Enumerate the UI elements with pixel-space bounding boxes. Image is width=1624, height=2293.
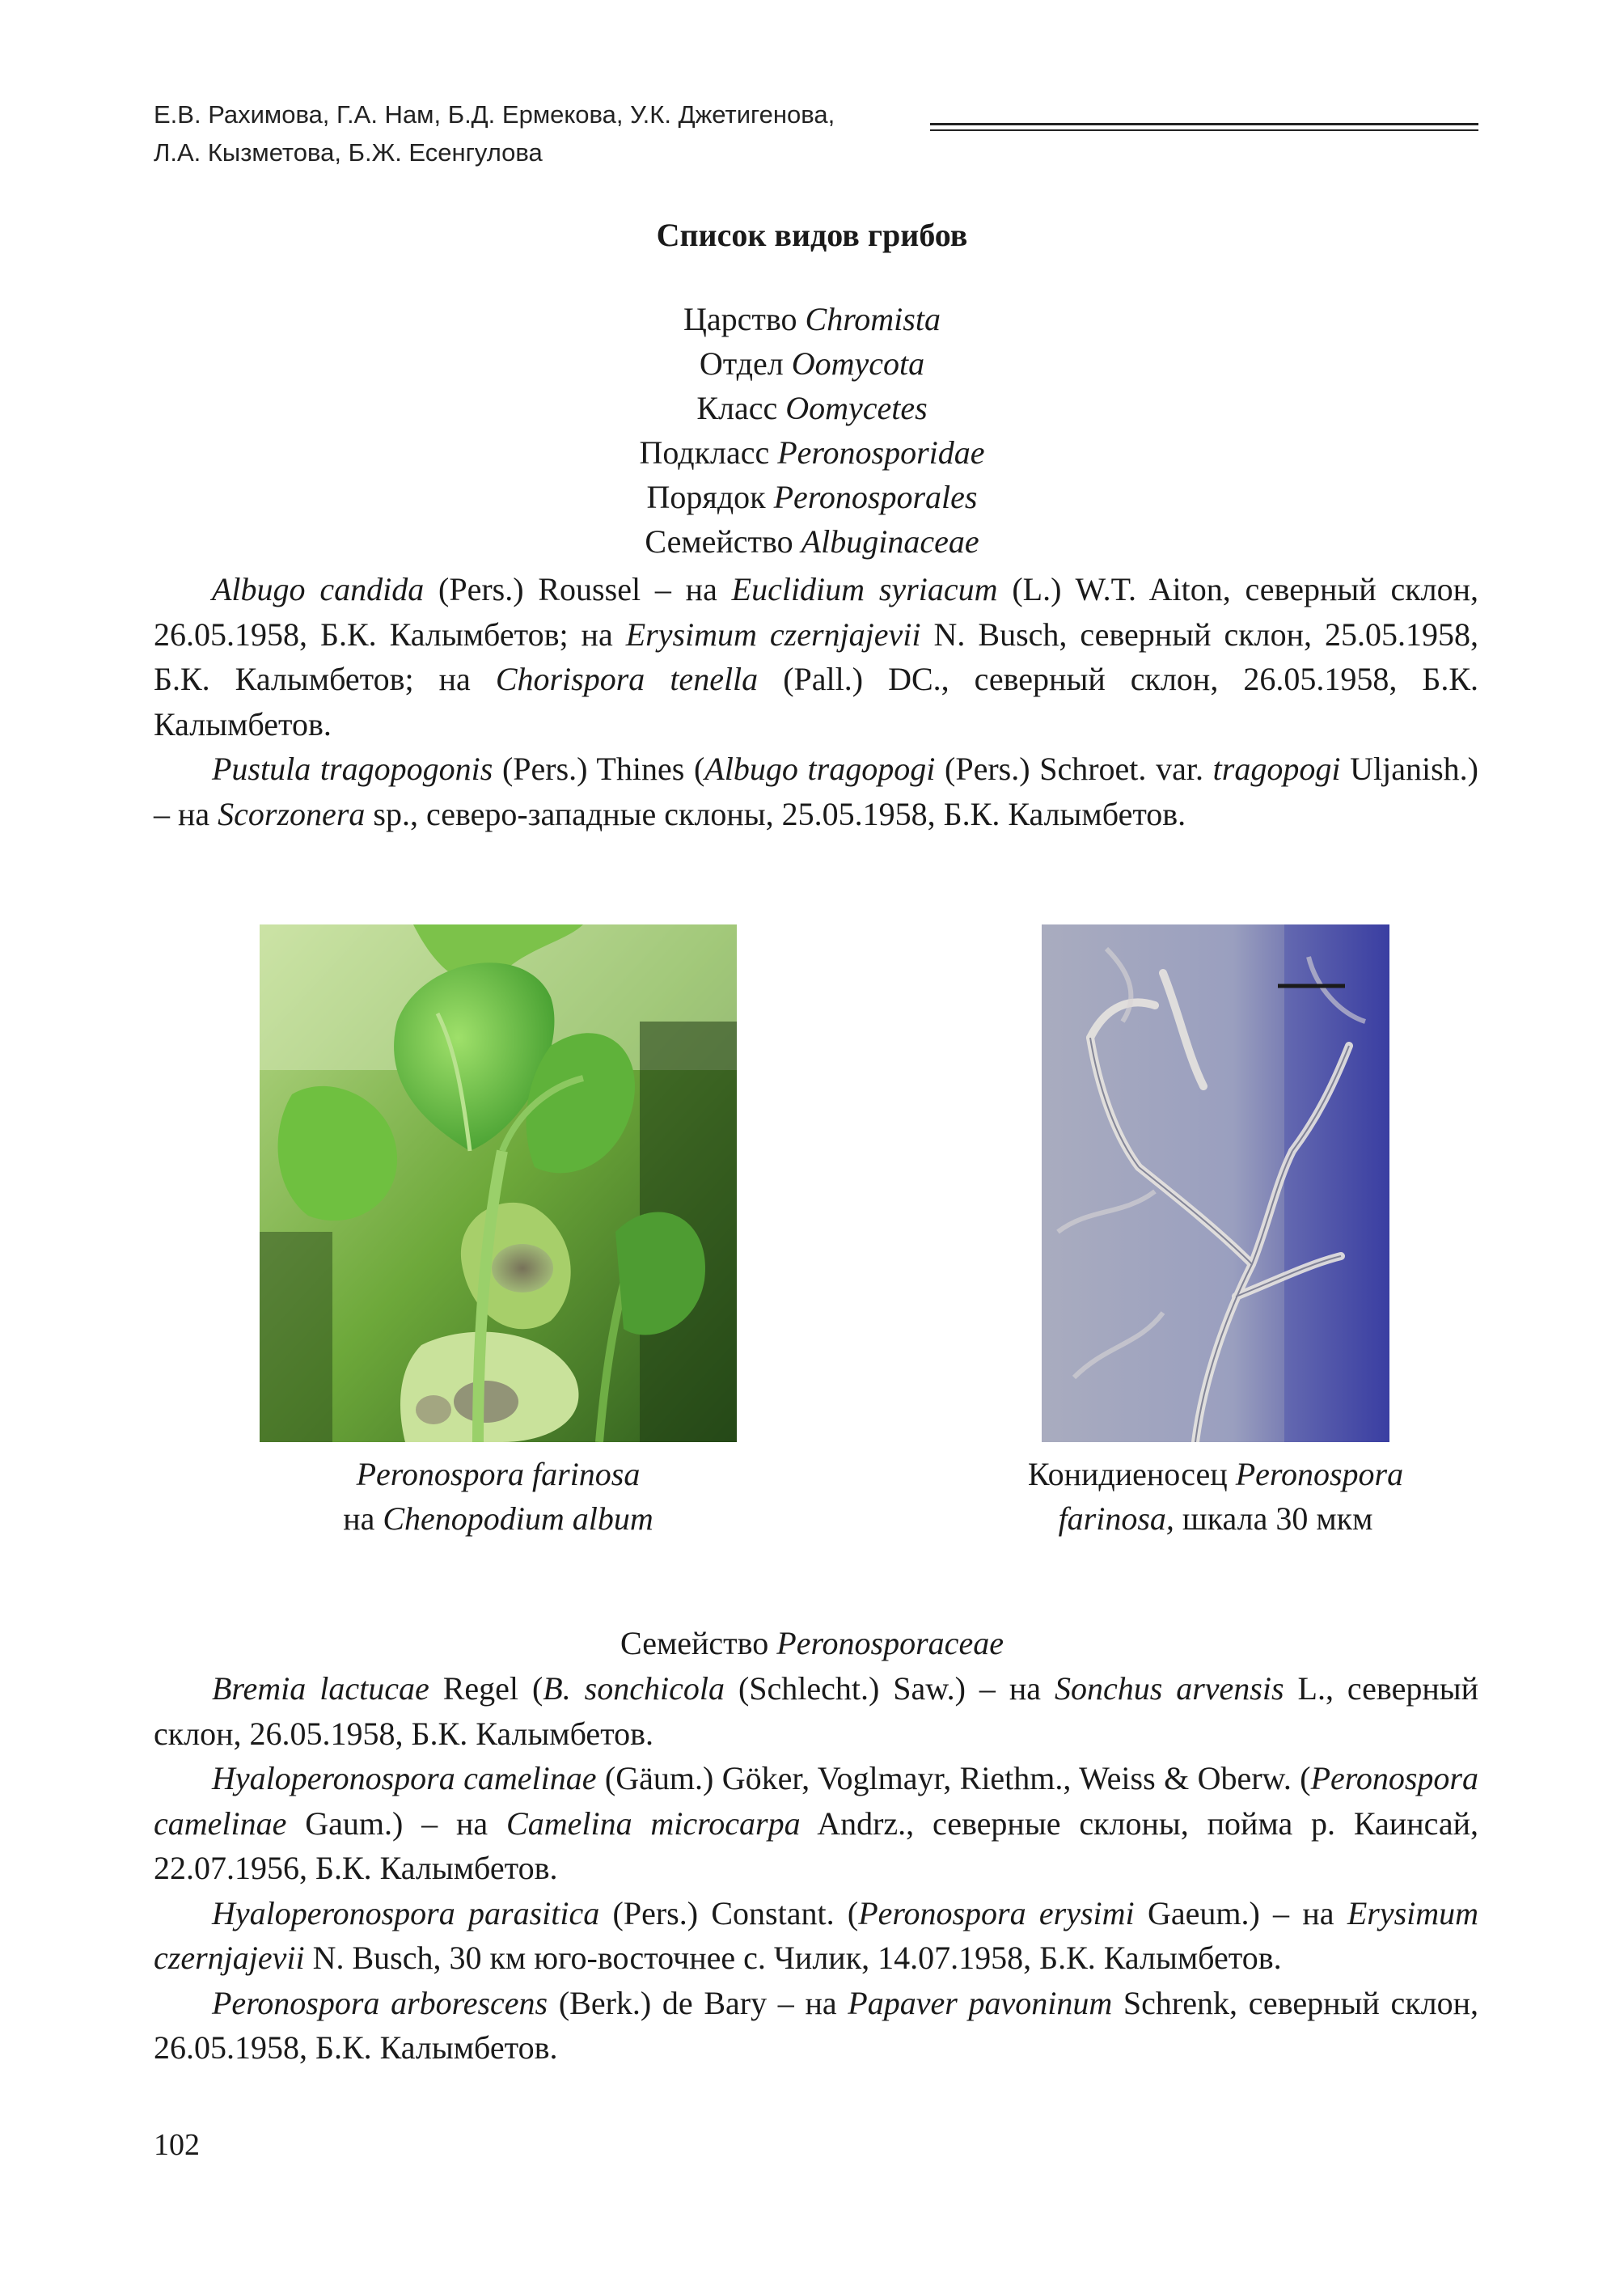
taxon-division: Отдел Oomycota <box>699 345 925 382</box>
taxonomy-hierarchy <box>0 297 1624 564</box>
photo-conidiophore-micrograph <box>1042 924 1389 1442</box>
page-number: 102 <box>154 2128 200 2162</box>
caption-left-host: Chenopodium album <box>383 1500 653 1537</box>
section-title: Список видов грибов <box>656 217 968 253</box>
header-double-rule <box>930 123 1478 131</box>
micrograph-illustration <box>1042 924 1389 1442</box>
caption-right: Конидиеносец Peronospora farinosa, шкала 30 мкм <box>1027 1456 1404 1537</box>
taxon-order: Порядок Peronosporales <box>646 479 978 515</box>
entry-hyaloperonospora-camelinae: Hyaloperonospora camelinae (Gäum.) Göker, Voglmayr, Riethm., Weiss & Oberw. (Peronospora camelinae Gaum.) – на Camelina microcarpa Andrz., северные склоны, пойма р. Каинсай, 22.07.1956, Б.К. Калымбетов. <box>154 1760 1479 1886</box>
taxon-subclass: Подкласс Peronosporidae <box>639 434 985 471</box>
running-header-authors <box>154 95 930 171</box>
caption-left-species: Peronospora farinosa <box>356 1456 641 1492</box>
photo-chenopodium-leaves <box>260 924 737 1442</box>
caption-left: Peronospora farinosa на Chenopodium album <box>343 1456 653 1537</box>
peronosporaceae-entries <box>154 1666 1478 2071</box>
entry-peronospora-arborescens: Peronospora arborescens (Berk.) de Bary – на Papaver pavoninum Schrenk, северный склон, 26.05.1958, Б.К. Калымбетов. <box>154 1984 1479 2066</box>
entry-albugo-candida: Albugo candida (Pers.) Roussel – на Euclidium syriacum (L.) W.T. Aiton, северный склон, 26.05.1958, Б.К. Калымбетов; на Erysimum czernjajevii N. Busch, северный склон, 25.05.1958, Б.К. Калымбетов; на Chorispora tenella (Pall.) DC., северный склон, 26.05.1958, Б.К. Калымбетов. <box>154 571 1479 742</box>
authors-line-2: Л.А. Кызметова, Б.Ж. Есенгулова <box>154 138 543 167</box>
entry-bremia-lactucae: Bremia lactucae Regel (B. sonchicola (Schlecht.) Saw.) – на Sonchus arvensis L., северный склон, 26.05.1958, Б.К. Калымбетов. <box>154 1670 1479 1752</box>
plant-photo-illustration <box>260 924 737 1442</box>
taxon-family: Семейство Albuginaceae <box>645 523 979 560</box>
albuginaceae-entries <box>154 567 1478 836</box>
taxon-class: Класс Oomycetes <box>696 390 928 426</box>
family-peronosporaceae-heading: Семейство Peronosporaceae <box>620 1625 1004 1661</box>
taxon-kingdom: Царство Chromista <box>683 301 941 337</box>
entry-hyaloperonospora-parasitica: Hyaloperonospora parasitica (Pers.) Constant. (Peronospora erysimi Gaeum.) – на Erysimum czernjajevii N. Busch, 30 км юго-восточнее с. Чилик, 14.07.1958, Б.К. Калымбетов. <box>154 1894 1479 1976</box>
authors-line-1: Е.В. Рахимова, Г.А. Нам, Б.Д. Ермекова, У.К. Джетигенова, <box>154 100 835 129</box>
entry-pustula-tragopogonis: Pustula tragopogonis (Pers.) Thines (Albugo tragopogi (Pers.) Schroet. var. tragopogi Uljanish.) – на Scorzonera sp., северо-западные склоны, 25.05.1958, Б.К. Калымбетов. <box>154 751 1478 832</box>
